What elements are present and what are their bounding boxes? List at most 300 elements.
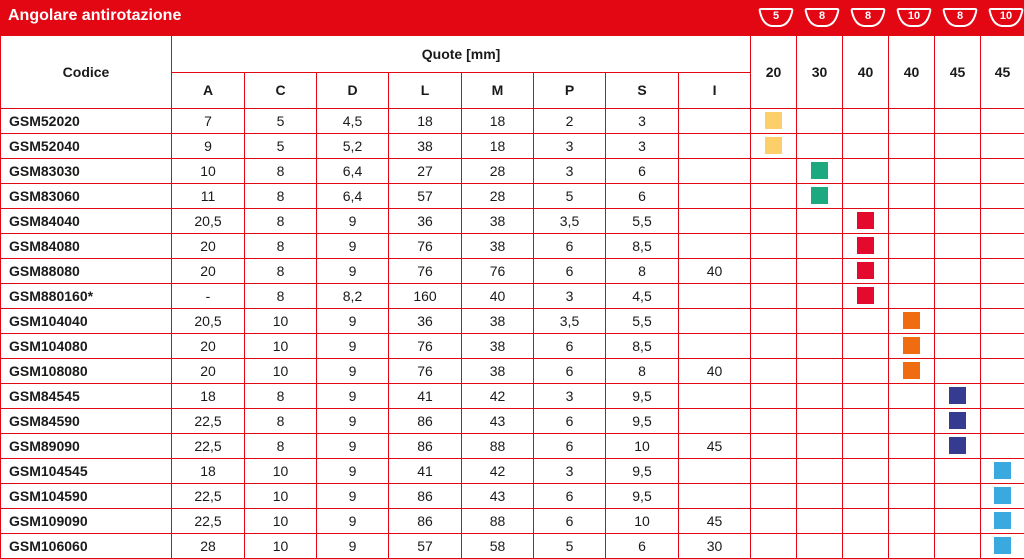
dim-cell-i: 45	[679, 509, 751, 534]
dim-cell-l: 27	[389, 159, 462, 184]
dim-cell-a: 20,5	[172, 309, 245, 334]
dim-cell-p: 6	[534, 484, 606, 509]
dim-cell-a: 18	[172, 384, 245, 409]
table-row	[1, 334, 1024, 359]
dim-cell-a: 18	[172, 459, 245, 484]
dim-cell-p: 3	[534, 384, 606, 409]
dim-cell-p: 6	[534, 509, 606, 534]
head-cell	[797, 159, 843, 184]
head-cell	[889, 534, 935, 559]
dim-header-a: A	[172, 72, 245, 109]
dim-cell-l: 76	[389, 259, 462, 284]
dim-cell-p: 3	[534, 134, 606, 159]
dim-cell-i	[679, 234, 751, 259]
compatibility-marker	[857, 262, 874, 279]
dim-cell-m: 38	[462, 309, 534, 334]
dim-cell-c: 8	[245, 159, 317, 184]
dim-cell-i	[679, 484, 751, 509]
dim-cell-m: 18	[462, 109, 534, 134]
dim-cell-m: 38	[462, 359, 534, 384]
head-cell	[797, 109, 843, 134]
codice-cell: GSM104080	[1, 334, 172, 359]
table-row	[1, 409, 1024, 434]
head-cell	[843, 534, 889, 559]
head-cell	[843, 259, 889, 284]
dim-cell-a: 20	[172, 259, 245, 284]
head-cell	[751, 384, 797, 409]
head-cell	[797, 309, 843, 334]
dim-cell-m: 38	[462, 234, 534, 259]
head-cell	[935, 359, 981, 384]
dim-cell-c: 8	[245, 184, 317, 209]
head-cell	[751, 109, 797, 134]
codice-cell: GSM880160*	[1, 284, 172, 309]
head-cell	[935, 384, 981, 409]
head-cell	[981, 459, 1024, 484]
head-cell	[935, 184, 981, 209]
dim-cell-a: 10	[172, 159, 245, 184]
dim-cell-i: 45	[679, 434, 751, 459]
table-row	[1, 109, 1024, 134]
dim-cell-i	[679, 184, 751, 209]
dim-cell-i	[679, 409, 751, 434]
dim-cell-d: 4,5	[317, 109, 389, 134]
head-cell	[981, 409, 1024, 434]
codice-cell: GSM52040	[1, 134, 172, 159]
dim-cell-d: 9	[317, 434, 389, 459]
codice-cell: GSM89090	[1, 434, 172, 459]
dim-cell-m: 28	[462, 184, 534, 209]
head-badge-label: 10	[896, 10, 932, 22]
dim-cell-d: 9	[317, 359, 389, 384]
dim-header-c: C	[245, 72, 317, 109]
dim-cell-s: 6	[606, 159, 679, 184]
codice-cell: GSM84040	[1, 209, 172, 234]
head-cell	[751, 409, 797, 434]
head-cell	[889, 234, 935, 259]
head-cell	[797, 434, 843, 459]
codice-cell: GSM104545	[1, 459, 172, 484]
head-cell	[751, 159, 797, 184]
head-cell	[797, 384, 843, 409]
head-cell	[935, 209, 981, 234]
dim-header-i: I	[679, 72, 751, 109]
head-cell	[889, 309, 935, 334]
dim-cell-a: 20	[172, 334, 245, 359]
dim-cell-p: 3,5	[534, 209, 606, 234]
compatibility-marker	[903, 337, 920, 354]
dim-header-d: D	[317, 72, 389, 109]
head-size-header: 45	[935, 36, 981, 109]
dim-cell-l: 18	[389, 109, 462, 134]
head-badge-label: 8	[850, 10, 886, 22]
compatibility-marker	[903, 362, 920, 379]
head-cell	[843, 459, 889, 484]
dim-cell-c: 8	[245, 384, 317, 409]
dim-cell-d: 9	[317, 384, 389, 409]
dim-cell-s: 3	[606, 109, 679, 134]
head-cell	[935, 334, 981, 359]
dim-cell-m: 42	[462, 384, 534, 409]
dim-cell-p: 6	[534, 259, 606, 284]
head-cell	[981, 534, 1024, 559]
codice-cell: GSM84545	[1, 384, 172, 409]
head-cell	[797, 284, 843, 309]
dim-cell-a: 22,5	[172, 509, 245, 534]
dim-cell-c: 5	[245, 134, 317, 159]
dim-cell-i	[679, 134, 751, 159]
head-cell	[797, 184, 843, 209]
head-cell	[843, 509, 889, 534]
dim-cell-s: 10	[606, 509, 679, 534]
dim-cell-s: 5,5	[606, 209, 679, 234]
codice-cell: GSM104590	[1, 484, 172, 509]
head-badge-label: 10	[988, 10, 1024, 22]
dim-cell-d: 9	[317, 484, 389, 509]
codice-cell: GSM83030	[1, 159, 172, 184]
dim-cell-d: 9	[317, 459, 389, 484]
dim-cell-l: 86	[389, 434, 462, 459]
head-cell	[797, 134, 843, 159]
codice-header: Codice	[1, 36, 172, 109]
dim-cell-c: 8	[245, 234, 317, 259]
head-cell	[981, 484, 1024, 509]
codice-cell: GSM83060	[1, 184, 172, 209]
head-cell	[889, 134, 935, 159]
dim-cell-p: 6	[534, 409, 606, 434]
head-cell	[751, 334, 797, 359]
dim-cell-a: 20	[172, 359, 245, 384]
head-cell	[751, 284, 797, 309]
dim-cell-l: 36	[389, 309, 462, 334]
codice-cell: GSM88080	[1, 259, 172, 284]
head-cell	[751, 434, 797, 459]
head-cell	[981, 259, 1024, 284]
dim-cell-c: 8	[245, 259, 317, 284]
dim-cell-s: 6	[606, 184, 679, 209]
head-cell	[935, 259, 981, 284]
head-cell	[751, 234, 797, 259]
table-row	[1, 434, 1024, 459]
dim-cell-d: 9	[317, 509, 389, 534]
head-cell	[935, 534, 981, 559]
dim-cell-m: 58	[462, 534, 534, 559]
head-cell	[797, 259, 843, 284]
head-cell	[751, 509, 797, 534]
table-row	[1, 309, 1024, 334]
head-cell	[981, 109, 1024, 134]
head-cell	[751, 184, 797, 209]
dim-cell-d: 9	[317, 234, 389, 259]
dim-cell-s: 9,5	[606, 484, 679, 509]
title-bar	[0, 0, 1024, 35]
compatibility-marker	[949, 387, 966, 404]
table-row	[1, 384, 1024, 409]
head-cell	[935, 509, 981, 534]
head-cell	[889, 459, 935, 484]
dim-cell-p: 5	[534, 184, 606, 209]
head-cell	[935, 134, 981, 159]
head-cell	[935, 109, 981, 134]
table-row	[1, 459, 1024, 484]
dim-cell-i	[679, 159, 751, 184]
dim-cell-c: 10	[245, 459, 317, 484]
dim-cell-c: 8	[245, 284, 317, 309]
head-cell	[797, 484, 843, 509]
table-row	[1, 259, 1024, 284]
dim-cell-a: 20	[172, 234, 245, 259]
dim-cell-d: 9	[317, 334, 389, 359]
dim-cell-s: 9,5	[606, 409, 679, 434]
dim-cell-m: 38	[462, 334, 534, 359]
head-cell	[843, 159, 889, 184]
head-cell	[751, 134, 797, 159]
codice-cell: GSM109090	[1, 509, 172, 534]
head-cell	[797, 234, 843, 259]
compatibility-marker	[994, 462, 1011, 479]
dim-cell-d: 5,2	[317, 134, 389, 159]
head-cell	[981, 359, 1024, 384]
head-size-header: 30	[797, 36, 843, 109]
dim-cell-i	[679, 109, 751, 134]
dim-cell-i	[679, 309, 751, 334]
head-cell	[935, 234, 981, 259]
dim-cell-p: 3,5	[534, 309, 606, 334]
compatibility-marker	[811, 162, 828, 179]
head-cell	[981, 284, 1024, 309]
head-cell	[935, 309, 981, 334]
dim-cell-c: 10	[245, 334, 317, 359]
dim-cell-i	[679, 209, 751, 234]
dim-cell-i	[679, 459, 751, 484]
head-cell	[797, 459, 843, 484]
compatibility-marker	[765, 137, 782, 154]
head-cell	[935, 434, 981, 459]
dim-cell-m: 76	[462, 259, 534, 284]
compatibility-marker	[949, 412, 966, 429]
dim-cell-d: 9	[317, 409, 389, 434]
table-row	[1, 159, 1024, 184]
head-size-header: 20	[751, 36, 797, 109]
head-cell	[889, 359, 935, 384]
head-cell	[751, 359, 797, 384]
dim-cell-s: 8,5	[606, 334, 679, 359]
dim-header-s: S	[606, 72, 679, 109]
compatibility-marker	[903, 312, 920, 329]
head-cell	[889, 184, 935, 209]
table-row	[1, 134, 1024, 159]
dim-cell-c: 10	[245, 309, 317, 334]
head-cell	[935, 459, 981, 484]
codice-cell: GSM108080	[1, 359, 172, 384]
head-cell	[843, 359, 889, 384]
dim-cell-m: 88	[462, 509, 534, 534]
dim-cell-m: 40	[462, 284, 534, 309]
head-cell	[843, 109, 889, 134]
head-cell	[889, 334, 935, 359]
dim-cell-p: 2	[534, 109, 606, 134]
quote-header: Quote [mm]	[172, 36, 751, 73]
head-size-header: 45	[981, 36, 1024, 109]
head-cell	[751, 309, 797, 334]
table-row	[1, 234, 1024, 259]
head-cell	[797, 509, 843, 534]
dim-cell-s: 4,5	[606, 284, 679, 309]
head-cell	[843, 284, 889, 309]
table-row	[1, 184, 1024, 209]
head-cell	[843, 334, 889, 359]
dim-cell-i	[679, 334, 751, 359]
table-row	[1, 509, 1024, 534]
codice-cell: GSM84590	[1, 409, 172, 434]
dim-cell-s: 8,5	[606, 234, 679, 259]
head-cell	[843, 309, 889, 334]
dim-cell-s: 8	[606, 259, 679, 284]
codice-cell: GSM52020	[1, 109, 172, 134]
dim-header-p: P	[534, 72, 606, 109]
dim-cell-a: 7	[172, 109, 245, 134]
dim-cell-m: 88	[462, 434, 534, 459]
dim-cell-c: 10	[245, 484, 317, 509]
dim-cell-l: 86	[389, 509, 462, 534]
head-cell	[981, 159, 1024, 184]
compatibility-marker	[857, 212, 874, 229]
table-row	[1, 209, 1024, 234]
head-size-header: 40	[843, 36, 889, 109]
dim-header-m: M	[462, 72, 534, 109]
dim-cell-p: 3	[534, 459, 606, 484]
dim-cell-i	[679, 284, 751, 309]
dim-cell-s: 10	[606, 434, 679, 459]
head-size-header: 40	[889, 36, 935, 109]
head-cell	[981, 134, 1024, 159]
head-cell	[981, 184, 1024, 209]
dim-cell-i: 30	[679, 534, 751, 559]
head-cell	[981, 384, 1024, 409]
dim-cell-d: 9	[317, 534, 389, 559]
head-cell	[889, 259, 935, 284]
compatibility-marker	[765, 112, 782, 129]
head-cell	[889, 159, 935, 184]
dim-cell-a: 22,5	[172, 484, 245, 509]
dim-cell-l: 57	[389, 184, 462, 209]
head-cell	[797, 334, 843, 359]
dim-cell-a: 20,5	[172, 209, 245, 234]
head-cell	[797, 409, 843, 434]
head-cell	[797, 359, 843, 384]
dim-cell-c: 5	[245, 109, 317, 134]
dim-header-l: L	[389, 72, 462, 109]
dim-cell-d: 8,2	[317, 284, 389, 309]
head-cell	[889, 209, 935, 234]
dim-cell-d: 9	[317, 209, 389, 234]
dim-cell-d: 9	[317, 309, 389, 334]
head-cell	[935, 409, 981, 434]
compatibility-marker	[994, 512, 1011, 529]
page-title: Angolare antirotazione	[8, 7, 181, 25]
compatibility-marker	[994, 487, 1011, 504]
dim-cell-a: 11	[172, 184, 245, 209]
dim-cell-l: 41	[389, 384, 462, 409]
dim-cell-d: 6,4	[317, 184, 389, 209]
head-badge-label: 8	[942, 10, 978, 22]
codice-cell: GSM104040	[1, 309, 172, 334]
head-cell	[981, 309, 1024, 334]
head-cell	[889, 434, 935, 459]
head-badge-label: 8	[804, 10, 840, 22]
dim-cell-p: 3	[534, 159, 606, 184]
dim-cell-l: 38	[389, 134, 462, 159]
compatibility-marker	[949, 437, 966, 454]
head-cell	[843, 434, 889, 459]
dim-cell-l: 36	[389, 209, 462, 234]
head-cell	[751, 484, 797, 509]
dim-cell-s: 3	[606, 134, 679, 159]
dim-cell-a: 22,5	[172, 434, 245, 459]
dim-cell-s: 8	[606, 359, 679, 384]
dim-cell-p: 5	[534, 534, 606, 559]
head-cell	[751, 209, 797, 234]
head-cell	[751, 459, 797, 484]
dim-cell-d: 9	[317, 259, 389, 284]
head-cell	[889, 109, 935, 134]
head-badge-label: 5	[758, 10, 794, 22]
head-cell	[935, 484, 981, 509]
dim-cell-p: 6	[534, 359, 606, 384]
dim-cell-p: 3	[534, 284, 606, 309]
dim-cell-c: 8	[245, 409, 317, 434]
dim-cell-s: 9,5	[606, 459, 679, 484]
head-cell	[751, 259, 797, 284]
head-cell	[889, 284, 935, 309]
dim-cell-c: 8	[245, 434, 317, 459]
dim-cell-p: 6	[534, 234, 606, 259]
codice-cell: GSM84080	[1, 234, 172, 259]
dim-cell-l: 76	[389, 234, 462, 259]
head-cell	[889, 484, 935, 509]
codice-cell: GSM106060	[1, 534, 172, 559]
dim-cell-s: 9,5	[606, 384, 679, 409]
product-table	[0, 35, 1024, 559]
head-cell	[843, 484, 889, 509]
dim-cell-s: 6	[606, 534, 679, 559]
head-cell	[889, 384, 935, 409]
dim-cell-m: 38	[462, 209, 534, 234]
dim-cell-m: 42	[462, 459, 534, 484]
head-cell	[797, 209, 843, 234]
dim-cell-m: 18	[462, 134, 534, 159]
head-cell	[843, 184, 889, 209]
dim-cell-i	[679, 384, 751, 409]
compatibility-marker	[857, 237, 874, 254]
head-cell	[935, 284, 981, 309]
head-cell	[981, 234, 1024, 259]
dim-cell-a: 9	[172, 134, 245, 159]
head-cell	[981, 509, 1024, 534]
dim-cell-a: 28	[172, 534, 245, 559]
dim-cell-c: 10	[245, 509, 317, 534]
compatibility-marker	[857, 287, 874, 304]
dim-cell-m: 43	[462, 409, 534, 434]
dim-cell-l: 57	[389, 534, 462, 559]
table-row	[1, 534, 1024, 559]
dim-cell-s: 5,5	[606, 309, 679, 334]
dim-cell-a: -	[172, 284, 245, 309]
dim-cell-c: 10	[245, 359, 317, 384]
dim-cell-m: 28	[462, 159, 534, 184]
table-row	[1, 359, 1024, 384]
dim-cell-l: 76	[389, 334, 462, 359]
